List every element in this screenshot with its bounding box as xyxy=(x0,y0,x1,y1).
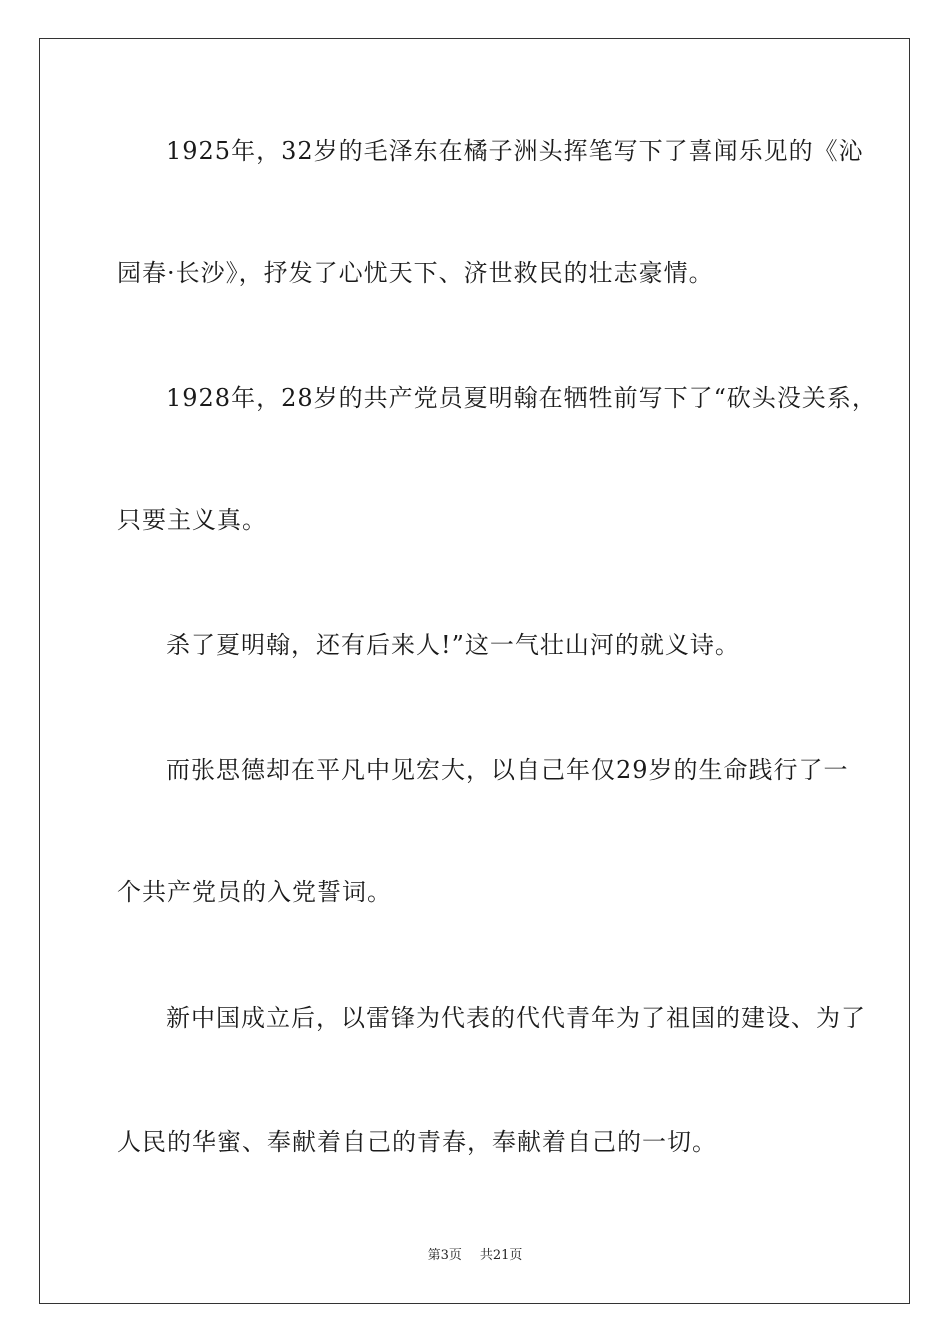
paragraph-2-line-1: 1928年，28岁的共产党员夏明翰在牺牲前写下了“砍头没关系， xyxy=(166,384,877,412)
paragraph-1-line-1: 1925年，32岁的毛泽东在橘子洲头挥笔写下了喜闻乐见的《沁 xyxy=(166,137,864,165)
total-pages-label: 共21页 xyxy=(479,1248,523,1263)
paragraph-5-line-2: 人民的华蜜、奉献着自己的青春，奉献着自己的一切。 xyxy=(117,1128,717,1156)
paragraph-3-line-1: 杀了夏明翰，还有后来人!”这一气壮山河的就义诗。 xyxy=(166,631,740,659)
paragraph-4-line-1: 而张思德却在平凡中见宏大，以自己年仅29岁的生命践行了一 xyxy=(166,756,849,784)
page-footer xyxy=(0,1248,950,1264)
page-border xyxy=(39,38,910,1304)
current-page-label: 第3页 xyxy=(427,1248,462,1263)
paragraph-4-line-2: 个共产党员的入党誓词。 xyxy=(117,878,392,906)
paragraph-2-line-2: 只要主义真。 xyxy=(117,506,267,534)
paragraph-1-line-2: 园春·长沙》，抒发了心忧天下、济世救民的壮志豪情。 xyxy=(117,259,714,287)
paragraph-5-line-1: 新中国成立后，以雷锋为代表的代代青年为了祖国的建设、为了 xyxy=(166,1004,866,1032)
